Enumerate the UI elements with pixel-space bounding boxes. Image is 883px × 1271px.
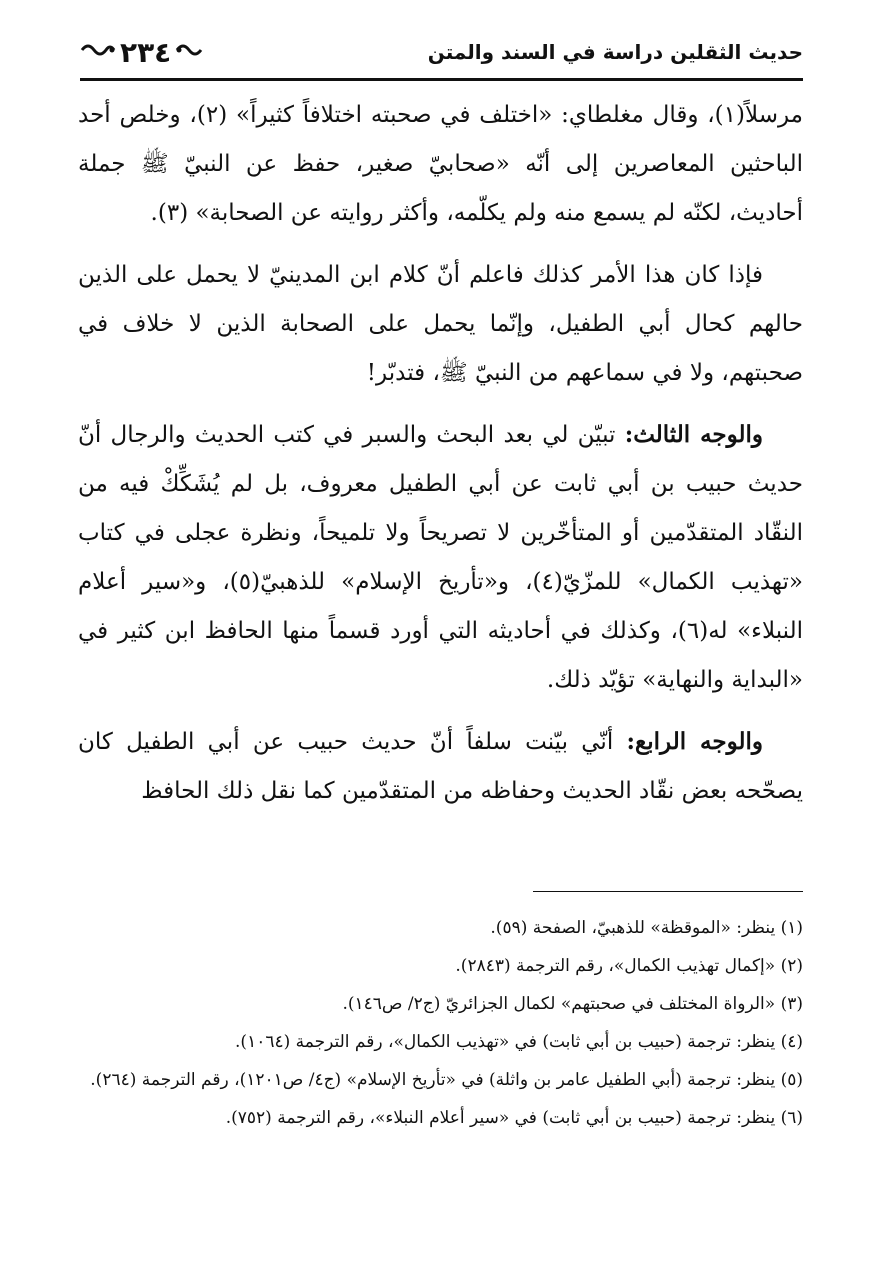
paragraph-text: فإذا كان هذا الأمر كذلك فاعلم أنّ كلام ابن المدينيّ لا يحمل على الذين حالهم كحال أبي الطفيل، وإنّما يحمل على الصحابة الذين لا خلاف في صحبتهم، ولا في سماعهم من النبيّ ﷺ، فتدبّر! — [78, 262, 803, 386]
footnotes — [78, 911, 803, 1139]
paragraph-text: مرسلاً(١)، وقال مغلطاي: «اختلف في صحبته اختلافاً كثيراً» (٢)، وخلص أحد الباحثين المعاصرين إلى أنّه «صحابيّ صغير، حفظ عن النبيّ ﷺ جملة أحاديث، لكنّه لم يسمع منه ولم يكلّمه، وأكثر روايته عن الصحابة» (٣). — [78, 102, 803, 226]
footnote: (١) ينظر: «الموقظة» للذهبيّ، الصفحة (٥٩). — [490, 918, 803, 938]
paragraph-text: أنّي بيّنت سلفاً أنّ حديث حبيب عن أبي الطفيل كان يصحّحه بعض نقّاد الحديث وحفاظه من المتقدّمين كما نقل ذلك الحافظ — [78, 729, 803, 804]
page-number: ٢٣٤ — [120, 35, 172, 69]
paragraph — [78, 717, 803, 816]
page-number-group — [80, 36, 203, 69]
footnote: (٥) ينظر: ترجمة (أبي الطفيل عامر بن واثلة) في «تأريخ الإسلام» (ج٤/ ص١٢٠١)، رقم الترجمة (٢٦٤). — [90, 1070, 803, 1090]
paragraph-text: تبيّن لي بعد البحث والسبر في كتب الحديث والرجال أنّ حديث حبيب بن أبي ثابت عن أبي الطفيل معروف، بل لم يُشَكِّكْ فيه من النقّاد المتقدّمين أو المتأخّرين لا تصريحاً ولا تلميحاً، ونظرة عجلى في كتاب «تهذيب الكمال» للمزّيّ(٤)، و«تأريخ الإسلام» للذهبيّ(٥)، و«سير أعلام النبلاء» له(٦)، وكذلك في أحاديثه التي أورد قسماً منها الحافظ ابن كثير في «البداية والنهاية» تؤيّد ذلك. — [78, 422, 804, 693]
ornament-left-icon — [80, 42, 116, 63]
footnote: (٣) «الرواة المختلف في صحبتهم» لكمال الجزائريّ (ج٢/ ص١٤٦). — [342, 994, 803, 1014]
footnote: (٦) ينظر: ترجمة (حبيب بن أبي ثابت) في «سير أعلام النبلاء»، رقم الترجمة (٧٥٢). — [225, 1108, 803, 1128]
body-text — [78, 90, 803, 828]
header-rule — [80, 78, 803, 81]
ornament-right-icon — [175, 42, 203, 63]
footnote-separator — [533, 891, 803, 892]
footnote: (٢) «إكمال تهذيب الكمال»، رقم الترجمة (٢٨٤٣). — [455, 956, 803, 976]
paragraph — [78, 410, 803, 705]
paragraph-lead: والوجه الرابع: — [626, 728, 763, 755]
paragraph — [78, 90, 803, 238]
paragraph — [78, 250, 803, 398]
paragraph-lead: والوجه الثالث: — [624, 421, 764, 448]
running-title: حديث الثقلين دراسة في السند والمتن — [427, 40, 803, 64]
footnote: (٤) ينظر: ترجمة (حبيب بن أبي ثابت) في «تهذيب الكمال»، رقم الترجمة (١٠٦٤). — [235, 1032, 803, 1052]
page-header — [80, 28, 803, 76]
